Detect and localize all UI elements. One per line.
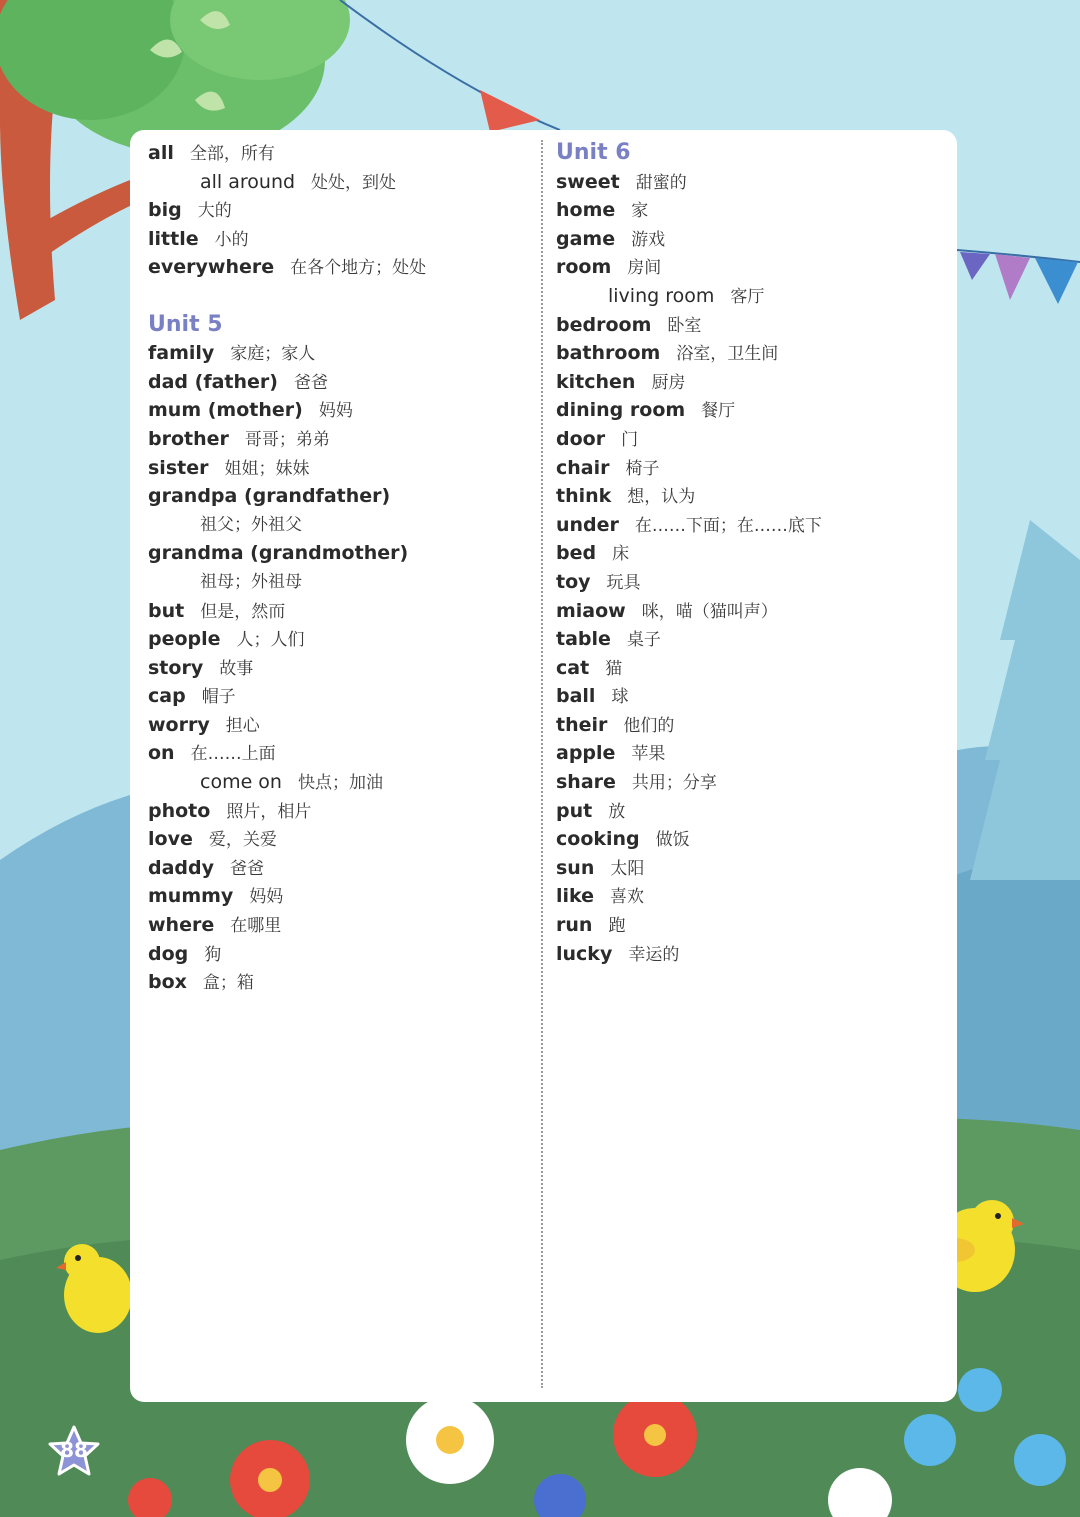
vocab-word: story <box>148 656 204 679</box>
vocab-meaning: 姐姐；妹妹 <box>224 458 310 479</box>
vocab-meaning: 故事 <box>219 658 254 679</box>
vocab-entry <box>556 739 946 768</box>
vocab-meaning: 小的 <box>214 229 249 250</box>
vocab-entry <box>556 654 946 683</box>
vocab-word: cooking <box>556 828 640 851</box>
vocab-entry <box>148 968 528 997</box>
vocab-entry <box>148 482 528 511</box>
vocab-meaning: 浴室，卫生间 <box>676 344 779 365</box>
vocab-word: put <box>556 799 593 822</box>
vocab-meaning: 卧室 <box>667 315 702 336</box>
vocab-entry <box>556 253 946 282</box>
vocab-entry <box>556 625 946 654</box>
vocab-word: ball <box>556 685 596 708</box>
vocab-word: big <box>148 199 182 222</box>
vocab-entry <box>148 196 528 225</box>
vocab-phrase: come on <box>200 771 282 794</box>
vocab-entry <box>148 654 528 683</box>
unit-heading: Unit 5 <box>148 311 223 337</box>
vocab-phrase-entry <box>148 168 528 197</box>
vocab-meaning: 客厅 <box>730 286 765 307</box>
vocab-meaning: 家庭；家人 <box>230 344 316 365</box>
vocab-entry <box>556 168 946 197</box>
vocab-meaning: 在各个地方；处处 <box>290 258 427 279</box>
vocab-meaning: 家 <box>631 201 649 222</box>
vocab-entry <box>556 711 946 740</box>
vocab-entry <box>148 825 528 854</box>
vocab-entry <box>556 911 946 940</box>
vocab-entry <box>148 797 528 826</box>
vocab-word: sweet <box>556 170 620 193</box>
vocab-entry <box>148 253 528 282</box>
vocab-entry <box>148 339 528 368</box>
vocab-meaning: 做饭 <box>655 830 690 851</box>
vocab-entry <box>556 368 946 397</box>
vocab-meaning: 跑 <box>608 916 626 937</box>
vocab-word: mum (mother) <box>148 399 303 422</box>
vocab-entry <box>556 882 946 911</box>
vocab-entry <box>148 225 528 254</box>
vocab-meaning: 甜蜜的 <box>635 172 687 193</box>
vocab-meaning: 喜欢 <box>610 887 645 908</box>
vocab-entry <box>556 311 946 340</box>
vocab-word: cat <box>556 656 590 679</box>
vocab-entry <box>148 739 528 768</box>
vocab-word: grandma (grandmother) <box>148 542 409 565</box>
vocab-word: cap <box>148 685 186 708</box>
vocab-word: daddy <box>148 856 215 879</box>
vocab-meaning: 担心 <box>225 715 260 736</box>
vocab-meaning: 祖母；外祖母 <box>200 571 302 592</box>
vocab-word: bathroom <box>556 342 661 365</box>
vocab-entry <box>556 511 946 540</box>
vocab-word: sister <box>148 456 209 479</box>
vocab-entry <box>556 768 946 797</box>
vocab-word: everywhere <box>148 256 275 279</box>
vocab-meaning: 想，认为 <box>627 487 696 508</box>
vocab-entry <box>556 225 946 254</box>
vocab-entry <box>148 454 528 483</box>
vocab-word: family <box>148 342 215 365</box>
vocab-meaning: 床 <box>612 544 630 565</box>
column-divider <box>541 140 543 1388</box>
vocab-entry <box>556 568 946 597</box>
vocab-meaning: 但是，然而 <box>200 601 286 622</box>
vocab-word: game <box>556 227 616 250</box>
vocab-word: share <box>556 771 616 794</box>
vocab-entry <box>148 396 528 425</box>
vocab-entry <box>556 396 946 425</box>
vocab-word: kitchen <box>556 370 636 393</box>
vocab-word: door <box>556 427 606 450</box>
vocab-word: run <box>556 914 593 937</box>
vocab-word: bedroom <box>556 313 652 336</box>
vocab-meaning: 全部，所有 <box>189 144 275 164</box>
vocab-word: room <box>556 256 612 279</box>
vocab-entry <box>148 911 528 940</box>
vocab-word: under <box>556 513 619 536</box>
vocab-meaning: 房间 <box>627 258 662 279</box>
vocab-phrase-entry <box>556 282 946 311</box>
vocab-word: toy <box>556 570 591 593</box>
vocabulary-left-column <box>148 139 528 997</box>
vocab-entry <box>556 482 946 511</box>
vocab-entry <box>556 454 946 483</box>
vocab-word: worry <box>148 713 210 736</box>
vocab-entry-meaning-line <box>148 511 528 540</box>
vocab-meaning: 在……下面；在……底下 <box>634 515 822 536</box>
vocab-meaning: 大的 <box>197 201 232 222</box>
vocab-meaning: 放 <box>608 801 626 822</box>
vocab-word: dad (father) <box>148 370 278 393</box>
vocab-word: apple <box>556 742 616 765</box>
vocab-entry <box>556 196 946 225</box>
vocab-entry <box>148 539 528 568</box>
vocab-meaning: 盒；箱 <box>202 973 254 994</box>
vocab-word: dog <box>148 942 189 965</box>
vocab-meaning: 苹果 <box>631 744 666 765</box>
vocab-word: grandpa (grandfather) <box>148 485 391 508</box>
vocab-meaning: 妈妈 <box>249 887 284 908</box>
vocab-meaning: 咪，喵（猫叫声） <box>641 601 778 622</box>
vocab-word: sun <box>556 856 595 879</box>
vocab-meaning: 爸爸 <box>293 372 328 393</box>
vocab-meaning: 球 <box>611 687 629 708</box>
vocab-word: little <box>148 227 199 250</box>
vocab-meaning: 游戏 <box>631 229 666 250</box>
vocab-word: like <box>556 885 595 908</box>
vocab-meaning: 哥哥；弟弟 <box>244 429 330 450</box>
vocab-word: where <box>148 914 215 937</box>
unit-heading: Unit 6 <box>556 140 631 165</box>
vocab-meaning: 共用；分享 <box>631 773 717 794</box>
vocab-entry <box>148 940 528 969</box>
vocab-meaning: 桌子 <box>626 630 661 651</box>
vocab-meaning: 玩具 <box>606 572 641 593</box>
vocab-word: love <box>148 828 193 851</box>
vocab-entry <box>556 339 946 368</box>
vocab-word: dining room <box>556 399 686 422</box>
vocab-entry <box>148 425 528 454</box>
vocab-word: on <box>148 742 175 765</box>
vocab-meaning: 他们的 <box>623 715 675 736</box>
vocab-entry <box>148 882 528 911</box>
vocab-entry <box>556 854 946 883</box>
vocab-entry <box>148 854 528 883</box>
vocab-entry <box>148 682 528 711</box>
vocabulary-right-column <box>556 139 946 968</box>
vocab-word: table <box>556 628 611 651</box>
vocab-word: think <box>556 485 612 508</box>
vocab-meaning: 猫 <box>605 658 623 679</box>
vocab-meaning: 处处，到处 <box>311 172 397 193</box>
vocab-entry <box>148 597 528 626</box>
vocab-word: home <box>556 199 616 222</box>
vocab-meaning: 爸爸 <box>230 858 265 879</box>
vocab-entry <box>556 682 946 711</box>
vocab-word: their <box>556 713 608 736</box>
vocab-meaning: 椅子 <box>625 458 660 479</box>
vocab-entry <box>556 425 946 454</box>
vocab-meaning: 在哪里 <box>230 916 282 937</box>
vocab-word: photo <box>148 799 211 822</box>
vocab-meaning: 餐厅 <box>701 401 736 422</box>
vocab-phrase: all around <box>200 170 296 193</box>
spacer <box>148 282 528 311</box>
vocab-entry <box>556 597 946 626</box>
vocab-word: lucky <box>556 942 613 965</box>
vocab-word: brother <box>148 427 229 450</box>
vocab-meaning: 太阳 <box>610 858 645 879</box>
vocab-meaning: 门 <box>621 429 639 450</box>
vocab-word: miaow <box>556 599 626 622</box>
vocab-word: box <box>148 971 187 994</box>
vocab-entry <box>148 368 528 397</box>
vocab-word: chair <box>556 456 610 479</box>
vocab-meaning: 在……上面 <box>190 744 276 765</box>
vocab-meaning: 照片，相片 <box>226 801 312 822</box>
vocab-meaning: 厨房 <box>651 372 686 393</box>
vocab-word: mummy <box>148 885 234 908</box>
vocab-meaning: 帽子 <box>201 687 236 708</box>
page-number: 88 <box>60 1438 88 1462</box>
vocab-entry <box>148 139 528 168</box>
vocab-entry <box>148 711 528 740</box>
vocab-entry-meaning-line <box>148 568 528 597</box>
vocab-entry <box>148 625 528 654</box>
vocab-meaning: 祖父；外祖父 <box>200 514 302 535</box>
vocab-meaning: 幸运的 <box>628 944 680 965</box>
vocab-entry <box>556 797 946 826</box>
vocab-meaning: 爱，关爱 <box>208 830 277 851</box>
vocab-word: all <box>148 142 174 164</box>
vocab-entry <box>556 940 946 969</box>
vocab-entry <box>556 825 946 854</box>
vocab-word: bed <box>556 542 597 565</box>
vocab-meaning: 狗 <box>204 944 222 965</box>
vocab-meaning: 妈妈 <box>318 401 353 422</box>
vocab-word: but <box>148 599 185 622</box>
vocab-meaning: 人；人们 <box>236 630 305 651</box>
vocab-phrase: living room <box>608 284 715 307</box>
vocab-phrase-entry <box>148 768 528 797</box>
vocab-word: people <box>148 628 221 651</box>
vocab-entry <box>556 539 946 568</box>
vocab-meaning: 快点；加油 <box>297 773 383 794</box>
